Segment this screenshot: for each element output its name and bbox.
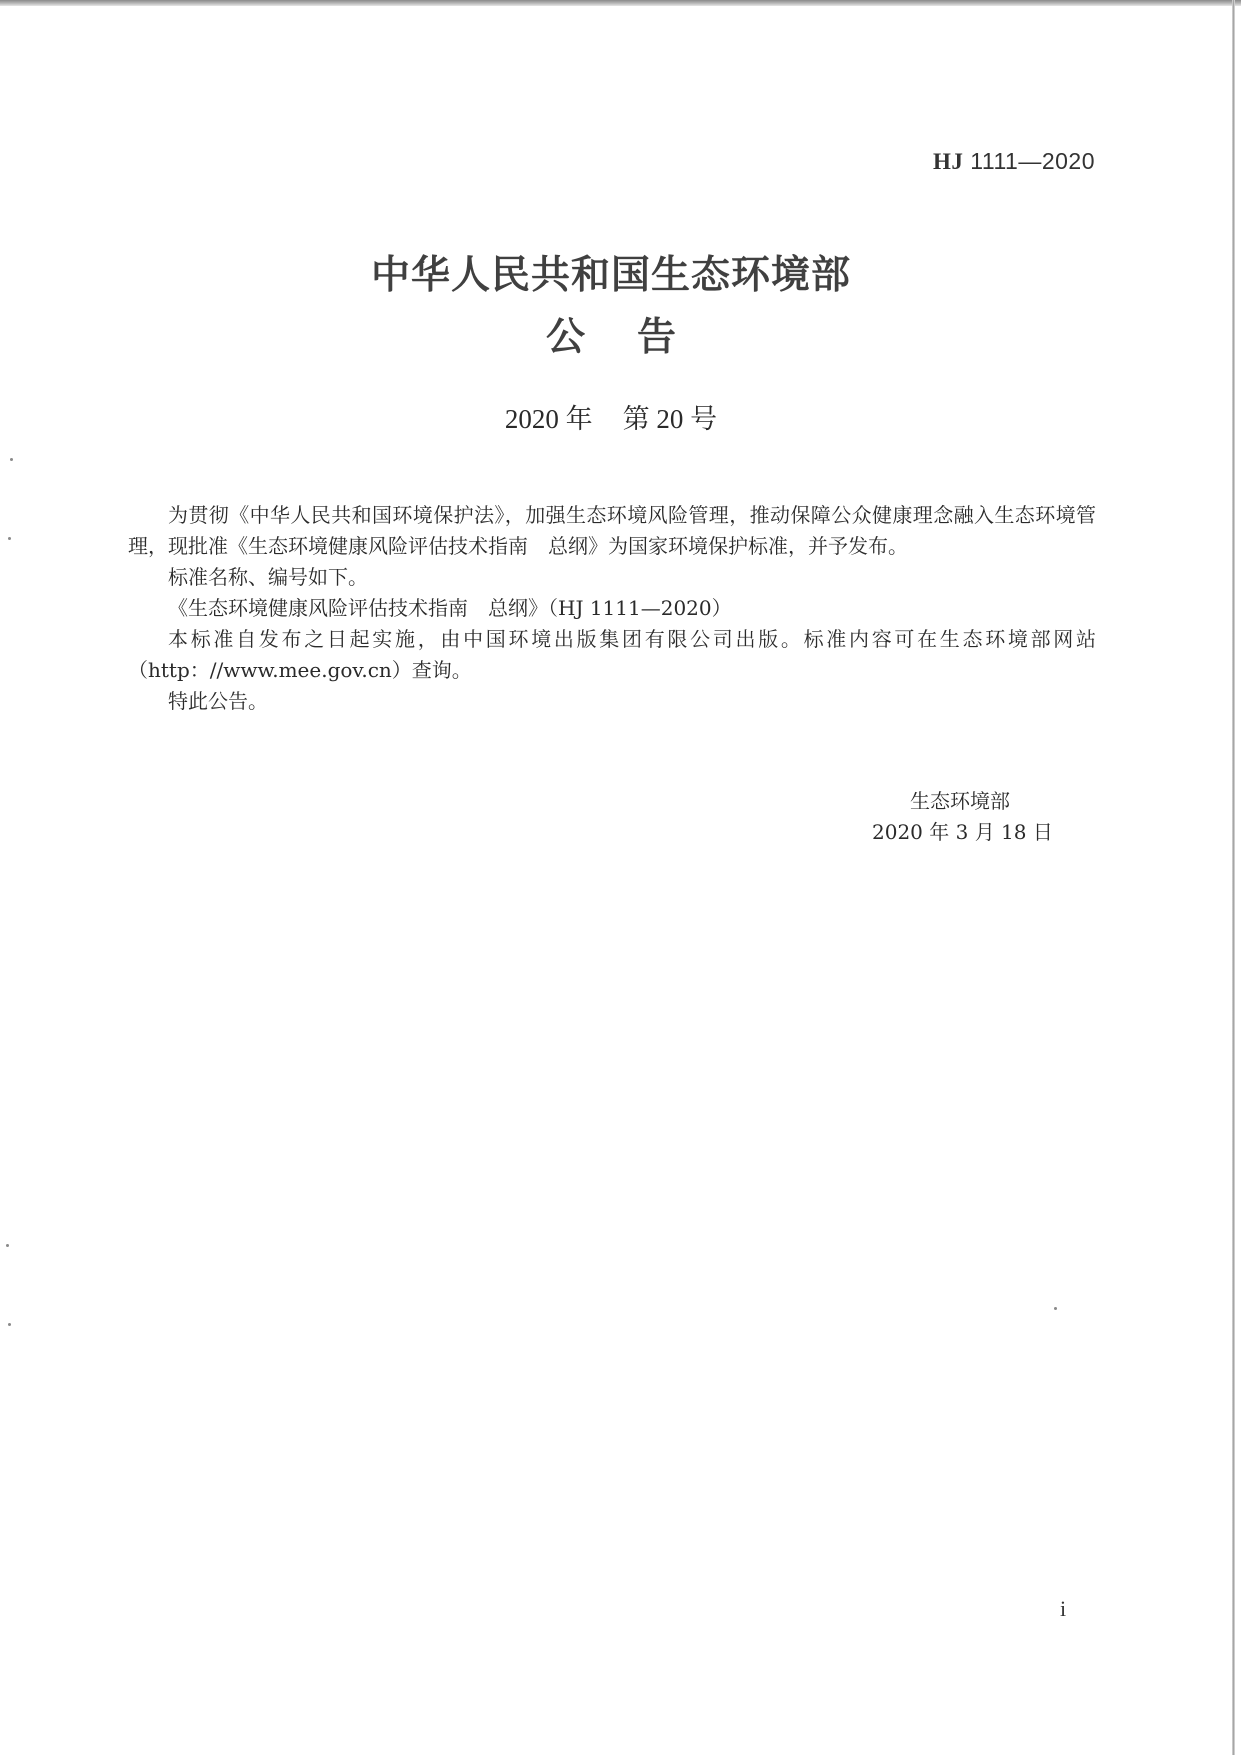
standard-number-value: 1111—2020: [970, 148, 1095, 174]
scan-top-edge: [0, 0, 1241, 6]
standard-code: HJ: [933, 149, 964, 174]
issue-year: 2020 年: [504, 404, 593, 434]
signature-organization: 生态环境部: [910, 789, 1010, 813]
scan-speck: [6, 1244, 9, 1247]
scan-right-edge: [1232, 0, 1235, 1755]
scan-speck: [10, 458, 13, 461]
page-number: i: [1060, 1596, 1067, 1621]
ministry-title: 中华人民共和国生态环境部: [370, 252, 851, 298]
issue-number: [0, 397, 1222, 436]
signature-block: [872, 786, 1072, 848]
body-paragraph: 为贯彻《中华人民共和国环境保护法》，加强生态环境风险管理，推动保障公众健康理念融入生态环境管理，现批准《生态环境健康风险评估技术指南 总纲》为国家环境保护标准，并予发布。: [128, 503, 1096, 558]
issue-no: 第 20 号: [622, 404, 718, 434]
notice-body: [128, 500, 1096, 717]
notice-char-2: 告: [637, 314, 677, 360]
scan-speck: [1054, 1307, 1057, 1310]
scan-speck: [8, 537, 11, 540]
scan-speck: [8, 1323, 11, 1326]
notice-char-1: 公: [545, 314, 585, 360]
body-paragraph: 本标准自发布之日起实施，由中国环境出版集团有限公司出版。标准内容可在生态环境部网站（http：//www.mee.gov.cn）查询。: [128, 627, 1096, 682]
standard-number: [933, 148, 1095, 175]
notice-title: [0, 306, 1222, 362]
body-paragraph: 特此公告。: [168, 689, 268, 713]
body-paragraph: 《生态环境健康风险评估技术指南 总纲》（HJ 1111—2020）: [168, 596, 732, 620]
body-paragraph: 标准名称、编号如下。: [168, 565, 368, 589]
signature-date: 2020 年 3 月 18 日: [872, 820, 1053, 844]
